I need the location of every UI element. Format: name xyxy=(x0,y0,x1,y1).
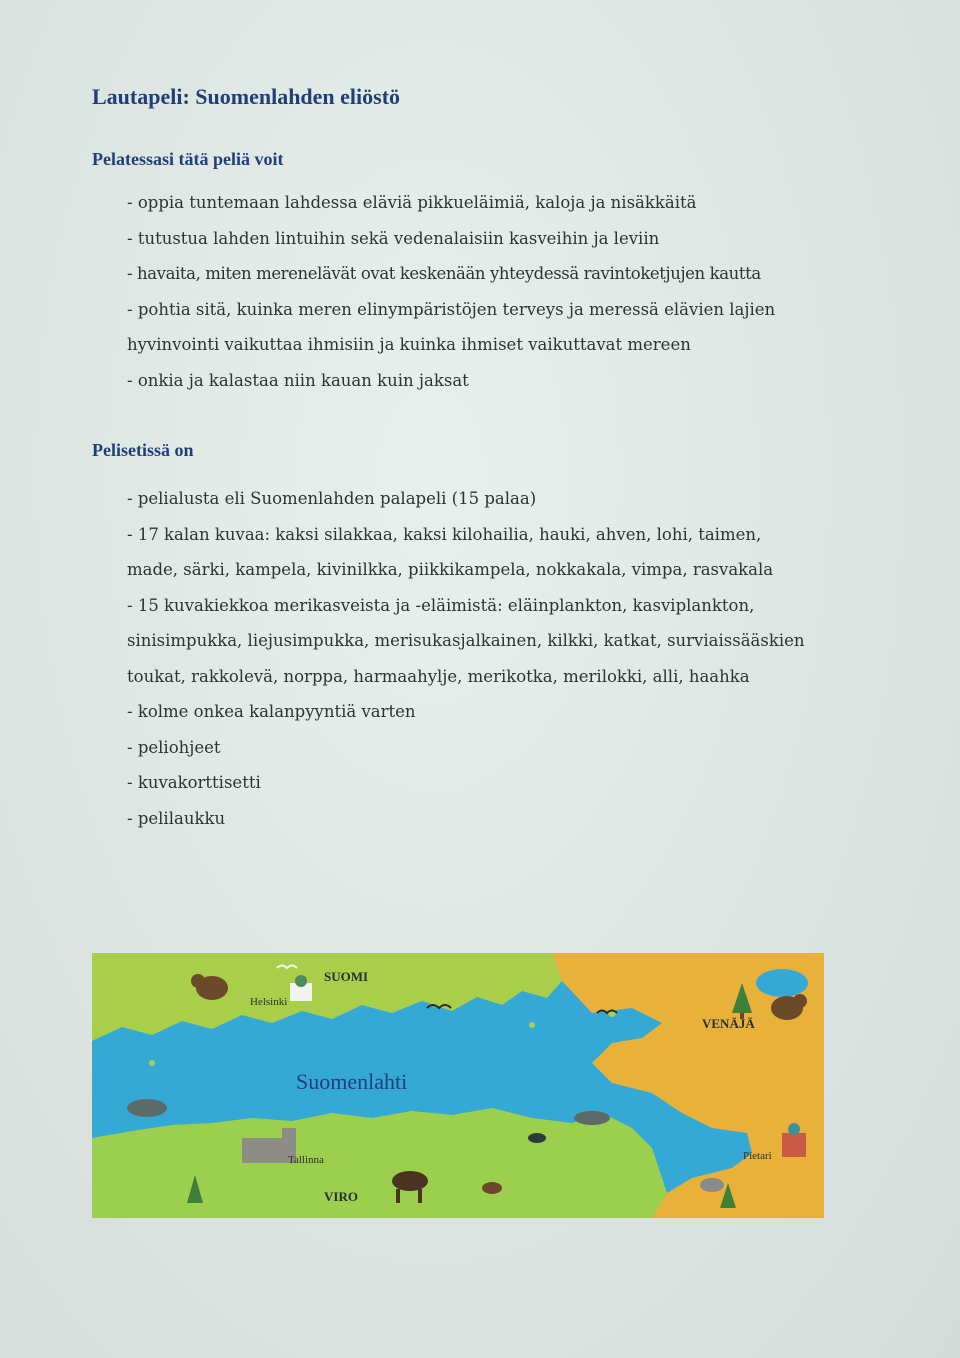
list-item: - tutustua lahden lintuihin sekä vedenalaisiin kasveihin ja leviin xyxy=(127,228,660,248)
label-venaja: VENÄJÄ xyxy=(702,1016,755,1031)
list-item: - 15 kuvakiekkoa merikasveista ja -eläimistä: eläinplankton, kasviplankton, sinisimpukka, liejusimpukka, merisukasjalkainen, kilkki, katkat, surviaissääskien toukat, rakkolevä, norppa, harmaahylje, merikotka, merilokki, alli, haahka xyxy=(127,595,805,686)
island xyxy=(529,1022,535,1028)
list-item: - oppia tuntemaan lahdessa eläviä pikkueläimiä, kaloja ja nisäkkäitä xyxy=(127,193,697,212)
list-item: - pohtia sitä, kuinka meren elinympäristöjen terveys ja meressä elävien lajien hyvinvointi vaikuttaa ihmisiin ja kuinka ihmiset vaikuttavat mereen xyxy=(127,299,776,354)
list-item: - kolme onkea kalanpyyntiä varten xyxy=(127,702,416,721)
list-item: - pelialusta eli Suomenlahden palapeli (15 palaa) xyxy=(127,489,537,508)
seal-icon xyxy=(574,1111,610,1125)
wolf-icon xyxy=(700,1178,724,1192)
gulf-of-finland-map xyxy=(92,953,824,1218)
label-tallinna: Tallinna xyxy=(288,1154,324,1166)
label-helsinki: Helsinki xyxy=(250,996,288,1008)
section-heading-play: Pelatessasi tätä peliä voit xyxy=(92,149,284,169)
game-contents-list xyxy=(127,481,807,836)
seal-icon xyxy=(127,1099,167,1117)
label-viro: VIRO xyxy=(324,1189,358,1204)
list-item: - peliohjeet xyxy=(127,737,221,757)
island xyxy=(149,1060,155,1066)
label-suomi: SUOMI xyxy=(324,969,369,984)
section-heading-contents: Pelisetissä on xyxy=(92,440,194,460)
list-item: - 17 kalan kuvaa: kaksi silakkaa, kaksi kilohailia, hauki, ahven, lohi, taimen, made, särki, kampela, kivinilkka, piikkikampela, nokkakala, vimpa, rasvakala xyxy=(127,524,774,579)
map-illustration xyxy=(92,953,824,1218)
page-title: Lautapeli: Suomenlahden eliöstö xyxy=(92,84,401,109)
list-item: - havaita, miten merenelävät ovat keskenään yhteydessä ravintoketjujen kautta xyxy=(127,264,761,283)
play-benefits-list xyxy=(127,185,807,398)
lake xyxy=(756,969,808,997)
label-pietari: Pietari xyxy=(743,1150,772,1162)
list-item: - kuvakorttisetti xyxy=(127,773,261,792)
list-item: - pelilaukku xyxy=(127,808,226,828)
label-suomenlahti: Suomenlahti xyxy=(296,1069,408,1094)
list-item: - onkia ja kalastaa niin kauan kuin jaksat xyxy=(127,370,469,390)
